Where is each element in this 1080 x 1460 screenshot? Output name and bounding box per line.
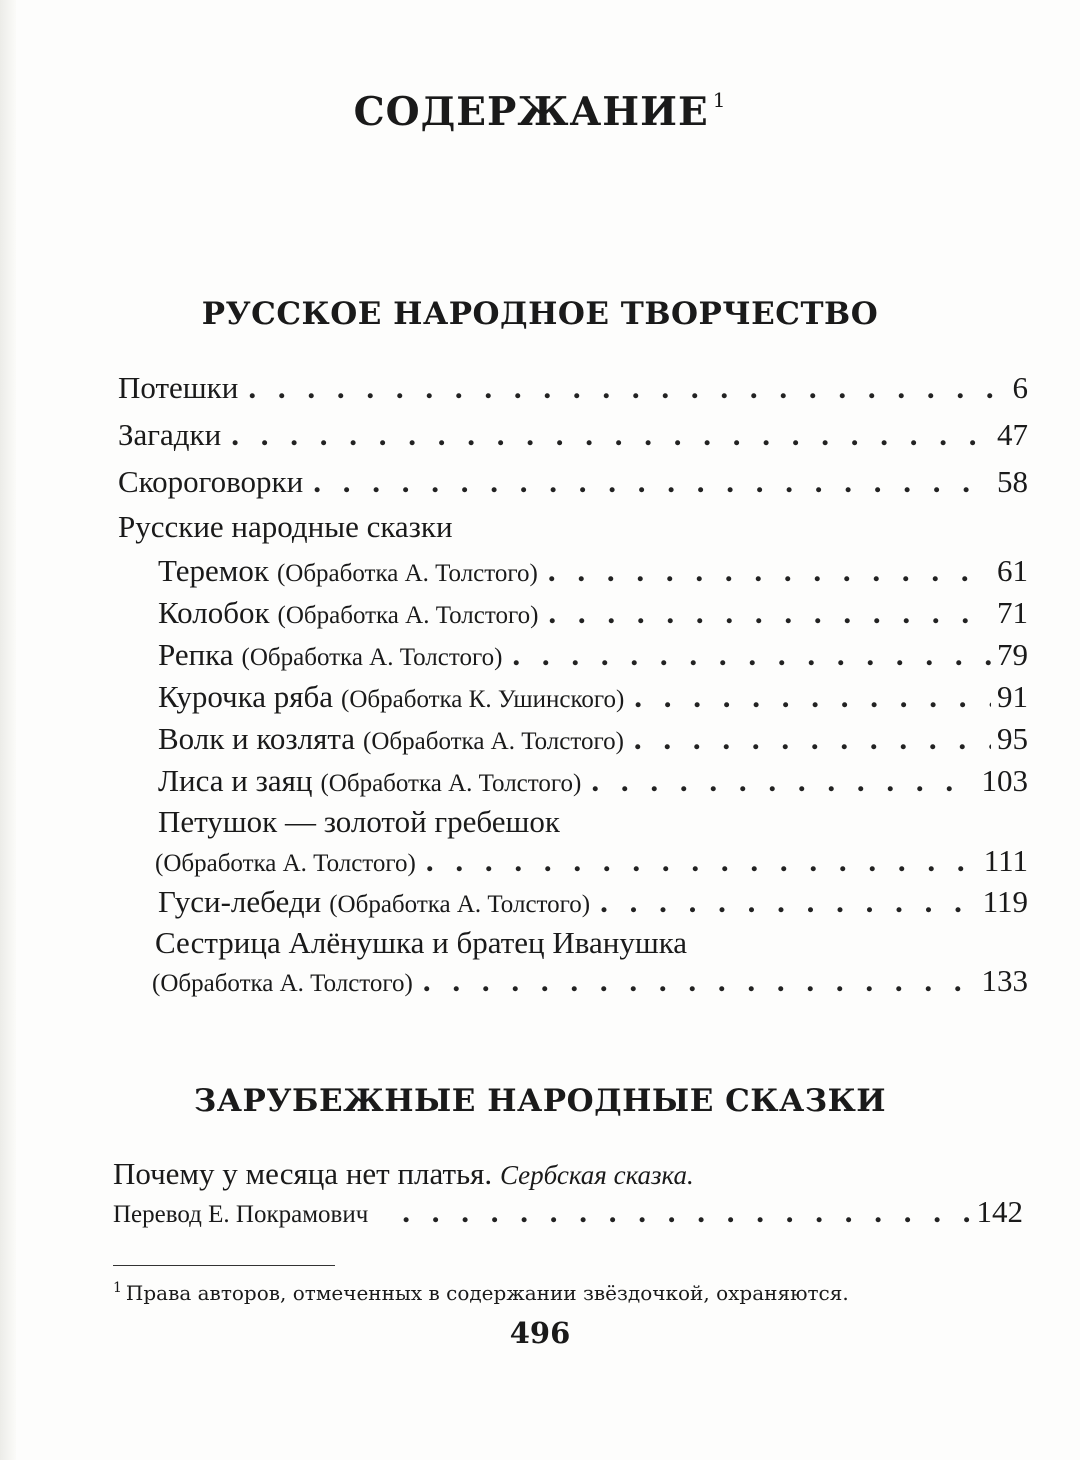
- toc-page-number: 61: [997, 553, 1028, 588]
- dot-leader: [248, 368, 1006, 408]
- toc-page-number: 95: [997, 721, 1028, 756]
- toc-entry-petushok-title[interactable]: Петушок — золотой гребешок: [158, 804, 560, 839]
- dot-leader: [313, 462, 991, 502]
- toc-page-number: 119: [982, 884, 1028, 919]
- toc-entry-pochemu-title[interactable]: [113, 1154, 694, 1195]
- toc-entry-note: (Обработка А. Толстого): [329, 891, 591, 918]
- toc-entry-note: (Обработка А. Толстого): [152, 970, 413, 997]
- section-heading-russian-folk: РУССКОЕ НАРОДНОЕ ТВОРЧЕСТВО: [201, 296, 879, 332]
- page-title: [0, 88, 1080, 135]
- toc-entry-note: Перевод Е. Покрамович: [113, 1201, 369, 1228]
- toc-entry-title: Почему у месяца нет платья.: [113, 1156, 493, 1191]
- toc-page-number: 79: [997, 637, 1028, 672]
- toc-page-number: 133: [981, 963, 1028, 998]
- toc-entry-sestritsa[interactable]: [152, 961, 1028, 1004]
- toc-group-russian-tales: Русские народные сказки: [118, 509, 453, 544]
- toc-page-number: 71: [997, 595, 1028, 630]
- footnote-text: Права авторов, отмеченных в содержании звёздочкой, охраняются.: [125, 1281, 849, 1305]
- dot-leader: [548, 593, 991, 633]
- toc-page-number: 111: [983, 843, 1028, 878]
- toc-entry-title: Волк и козлята: [158, 721, 356, 756]
- footnote: [113, 1280, 849, 1305]
- toc-entry-note: (Обработка А. Толстого): [320, 770, 582, 797]
- toc-entry-kolobok[interactable]: [158, 593, 1028, 636]
- toc-entry-lisa-i-zayats[interactable]: [158, 761, 1028, 804]
- toc-entry-title: Теремок: [158, 553, 269, 588]
- toc-page-number: 142: [976, 1194, 1023, 1229]
- dot-leader: [423, 961, 976, 1001]
- page-edge-shadow: [0, 0, 16, 1460]
- dot-leader: [231, 415, 991, 455]
- toc-page-number: 6: [1012, 370, 1028, 405]
- toc-entry-volk-i-kozlyata[interactable]: [158, 719, 1028, 762]
- toc-page-number: 58: [997, 464, 1028, 499]
- toc-entry-title: Потешки: [118, 370, 239, 405]
- dot-leader: [600, 882, 977, 922]
- title-footnote-mark: 1: [712, 88, 727, 112]
- toc-page-number: 47: [997, 417, 1028, 452]
- toc-entry-title: Репка: [158, 637, 234, 672]
- footnote-mark: 1: [113, 1280, 122, 1296]
- toc-page-number: 91: [997, 679, 1028, 714]
- dot-leader: [548, 551, 991, 591]
- toc-entry-note: (Обработка А. Толстого): [363, 728, 624, 755]
- toc-entry-title: Колобок: [158, 595, 270, 630]
- toc-entry-title: Лиса и заяц: [158, 763, 313, 798]
- dot-leader: [402, 1192, 970, 1232]
- toc-entry-petushok[interactable]: [155, 841, 1028, 884]
- dot-leader: [634, 677, 991, 717]
- toc-entry-zagadki[interactable]: [118, 415, 1028, 455]
- toc-entry-repka[interactable]: [158, 635, 1028, 678]
- section-heading-foreign-tales: ЗАРУБЕЖНЫЕ НАРОДНЫЕ СКАЗКИ: [193, 1083, 887, 1119]
- toc-page-number: 103: [981, 763, 1028, 798]
- toc-entry-gusi-lebedi[interactable]: [158, 882, 1028, 925]
- dot-leader: [512, 635, 991, 675]
- toc-entry-pochemu[interactable]: [113, 1192, 1023, 1235]
- toc-entry-subtitle: Сербская сказка.: [499, 1160, 694, 1190]
- toc-entry-teremok[interactable]: [158, 551, 1028, 594]
- toc-entry-note: (Обработка А. Толстого): [241, 644, 503, 671]
- dot-leader: [426, 841, 978, 881]
- dot-leader: [634, 719, 991, 759]
- footnote-divider: [113, 1265, 335, 1266]
- toc-entry-note: (Обработка А. Толстого): [155, 850, 416, 877]
- page-number: 496: [509, 1316, 571, 1350]
- toc-entry-note: (Обработка К. Ушинского): [341, 686, 625, 713]
- toc-entry-title: Загадки: [118, 417, 222, 452]
- toc-entry-note: (Обработка А. Толстого): [276, 560, 538, 587]
- toc-entry-skorogovorki[interactable]: [118, 462, 1028, 502]
- toc-entry-title: Скороговорки: [118, 464, 304, 499]
- toc-entry-sestritsa-title[interactable]: Сестрица Алёнушка и братец Иванушка: [155, 925, 688, 960]
- toc-entry-note: (Обработка А. Толстого): [277, 602, 539, 629]
- toc-entry-kurochka-ryaba[interactable]: [158, 677, 1028, 720]
- toc-entry-title: Курочка ряба: [158, 679, 334, 714]
- page-title-text: СОДЕРЖАНИЕ: [353, 89, 709, 135]
- toc-entry-poteshki[interactable]: [118, 368, 1028, 408]
- dot-leader: [591, 761, 975, 801]
- toc-entry-title: Гуси-лебеди: [158, 884, 322, 919]
